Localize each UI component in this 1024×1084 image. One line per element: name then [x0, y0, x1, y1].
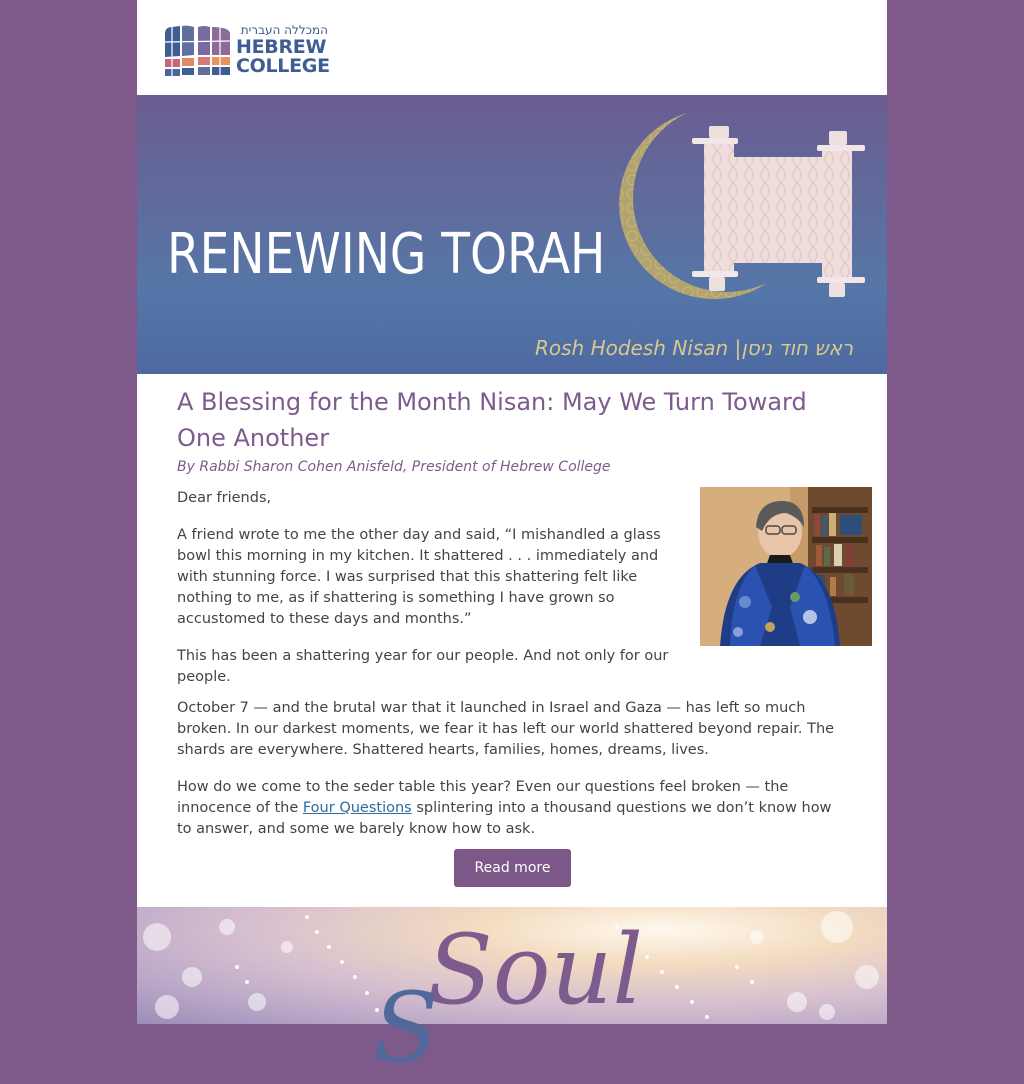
- soul-subtitle-letter: S: [373, 972, 439, 1084]
- paragraph-3: October 7 — and the brutal war that it launched in Israel and Gaza — has left so much broken. In our darkest moments, we fear it has left our world shattered beyond repair. The shards are everywhere. Shattered hearts, families, homes, dreams, lives.: [177, 700, 835, 758]
- paragraph-4: [177, 777, 847, 840]
- soul-title-word: Soul: [427, 914, 644, 1026]
- hebrew-college-logo[interactable]: [164, 24, 334, 78]
- soul-banner[interactable]: [137, 907, 887, 1084]
- author-portrait-image: [700, 487, 872, 646]
- email-header: [137, 0, 887, 95]
- read-more-button[interactable]: Read more: [454, 849, 571, 887]
- banner-title: RENEWING TORAH: [167, 222, 606, 287]
- author-photo: [700, 487, 872, 646]
- logo-text-college-word: COLLEGE: [236, 55, 330, 77]
- window-logo-icon: [164, 24, 232, 78]
- article-headline[interactable]: A Blessing for the Month Nisan: May We Turn Toward One Another: [177, 388, 807, 452]
- paragraph-4-text-before: How do we come to the seder table this year? Even our questions feel broken — the innocence of the: [177, 779, 789, 816]
- paragraph-1: A friend wrote to me the other day and said, “I mishandled a glass bowl this morning in my kitchen. It shattered . . . immediately and with stunning force. I was surprised that this shattering felt like nothing to me, as if shattering is something I have grown so accustomed to these days and months.”: [177, 527, 661, 627]
- greeting-paragraph: Dear friends,: [177, 490, 272, 506]
- paragraph-4-text-after: splintering into a thousand questions we don’t know how to answer, and some we barely know how to ask.: [177, 800, 832, 837]
- banner-subtitle: Rosh Hodesh Nisan |ראש חוד ניסן: [535, 336, 854, 360]
- renewing-torah-banner[interactable]: [137, 95, 887, 374]
- paragraph-2: This has been a shattering year for our people. And not only for our people.: [177, 648, 669, 685]
- four-questions-link[interactable]: Four Questions: [302, 800, 412, 816]
- logo-hebrew-text: המכללה העברית: [240, 23, 328, 37]
- email-container: [137, 0, 887, 1084]
- article-byline: By Rabbi Sharon Cohen Anisfeld, President of Hebrew College: [177, 459, 611, 475]
- article-section: [177, 384, 857, 876]
- logo-text-hebrew-word: HEBREW: [236, 36, 327, 58]
- moon-and-torah-scroll-illustration: [597, 103, 877, 318]
